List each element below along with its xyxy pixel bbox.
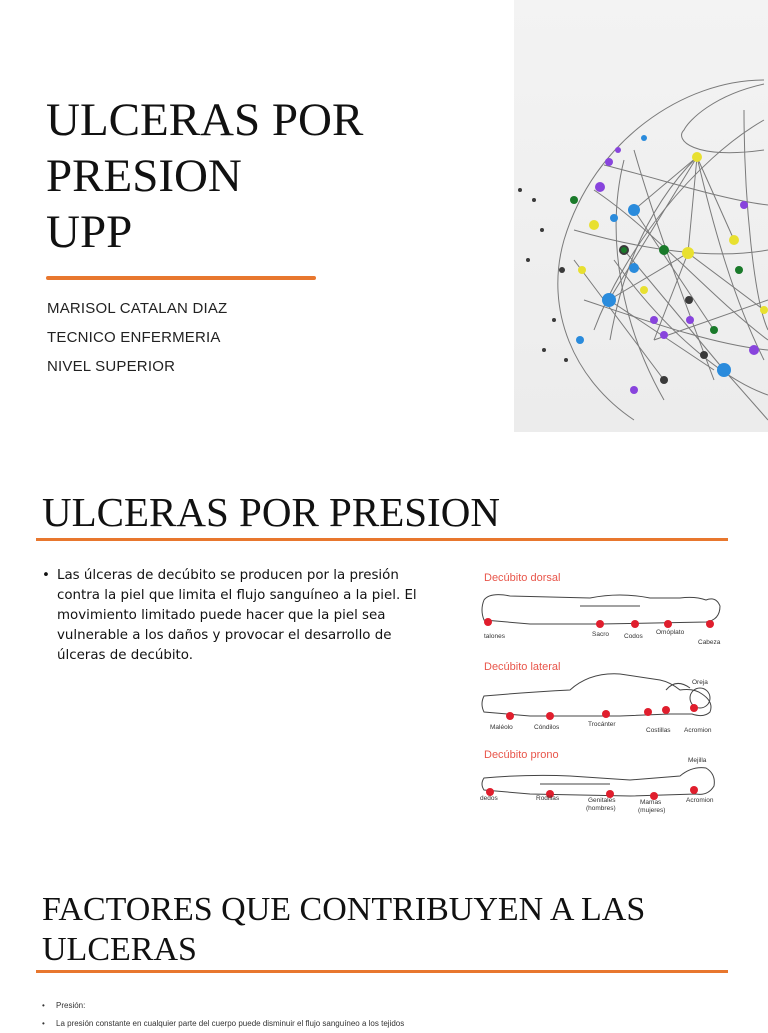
point-label: Genitales: [588, 797, 616, 804]
network-node: [559, 267, 565, 273]
bullet-list: [42, 566, 434, 666]
pressure-marker: [631, 620, 639, 628]
network-node: [650, 316, 658, 324]
author-role: TECNICO ENFERMERIA: [47, 329, 221, 346]
prone-figure: [482, 768, 714, 796]
network-node: [630, 386, 638, 394]
slide-heading: FACTORES QUE CONTRIBUYEN A LAS ULCERAS: [42, 891, 646, 968]
network-node: [540, 228, 544, 232]
point-label: Omóplato: [656, 629, 685, 636]
network-node: [610, 214, 618, 222]
network-node: [717, 363, 731, 377]
point-label: Maléolo: [490, 724, 513, 731]
title-accent-bar: [46, 276, 316, 280]
network-node: [532, 198, 536, 202]
network-node: [660, 376, 668, 384]
network-node: [570, 196, 578, 204]
network-node: [605, 158, 613, 166]
point-label: Trocánter: [588, 721, 616, 728]
bullet-item: • Presión:: [42, 997, 602, 1015]
pressure-markers: [506, 704, 698, 720]
bullet-item: • Las úlceras de decúbito se producen por la presión contra la piel que limita el flujo sanguíneo a la piel. El movimiento limitado puede hacer que la piel sea vulnerable a los daños y provocar el desarrollo de úlceras de decúbito.: [42, 566, 434, 666]
author-level: NIVEL SUPERIOR: [47, 358, 176, 375]
network-node: [578, 266, 586, 274]
title-line: ULCERAS POR: [46, 94, 364, 146]
network-globe-image: [514, 0, 768, 432]
network-node: [602, 293, 616, 307]
point-label: (mujeres): [638, 807, 666, 814]
network-node: [749, 345, 759, 355]
network-node: [682, 247, 694, 259]
point-label: Acromion: [684, 727, 712, 734]
point-label: Cabeza: [698, 639, 721, 646]
network-node: [729, 235, 739, 245]
point-label: Codos: [624, 633, 643, 640]
pressure-marker: [664, 620, 672, 628]
pressure-marker: [506, 712, 514, 720]
slide-title: [46, 92, 466, 260]
network-node: [526, 258, 530, 262]
side-lying-figure: [482, 674, 711, 716]
pressure-marker: [484, 618, 492, 626]
title-line: UPP: [46, 206, 133, 258]
network-node: [710, 326, 718, 334]
pressure-marker: [546, 712, 554, 720]
pressure-marker: [690, 786, 698, 794]
pressure-marker: [644, 708, 652, 716]
network-node: [735, 266, 743, 274]
bullet-item: • La presión constante en cualquier parte del cuerpo puede disminuir el flujo sanguíneo a los tejidos: [42, 1015, 602, 1033]
network-node: [589, 220, 599, 230]
heading-underline: [36, 538, 728, 541]
network-node: [686, 316, 694, 324]
point-label: Cóndilos: [534, 724, 560, 731]
network-node: [740, 201, 748, 209]
pressure-points-diagram: [470, 562, 760, 824]
network-node: [760, 306, 768, 314]
pressure-marker: [706, 620, 714, 628]
point-label: Oreja: [692, 679, 708, 686]
pressure-marker: [602, 710, 610, 718]
pressure-marker: [662, 706, 670, 714]
network-node: [552, 318, 556, 322]
supine-figure: [482, 595, 720, 624]
network-node: [621, 247, 627, 253]
bullet-list: [42, 997, 602, 1033]
network-node: [700, 351, 708, 359]
heading-underline: [36, 970, 728, 973]
network-node: [692, 152, 702, 162]
title-slide: [0, 0, 768, 432]
point-label: (hombres): [586, 805, 616, 812]
point-label: talones: [484, 633, 505, 640]
slide-heading: ULCERAS POR PRESION: [42, 489, 500, 535]
network-node: [564, 358, 568, 362]
point-label: Acromion: [686, 797, 714, 804]
point-label: dedos: [480, 795, 498, 802]
network-node: [685, 296, 693, 304]
point-label: Costillas: [646, 727, 671, 734]
network-globe-illustration: [514, 0, 768, 432]
network-node: [640, 286, 648, 294]
network-node: [542, 348, 546, 352]
author-name: MARISOL CATALAN DIAZ: [47, 300, 228, 317]
point-label: Sacro: [592, 631, 609, 638]
point-label: Mejilla: [688, 757, 707, 764]
network-node: [595, 182, 605, 192]
subtitle-block: [47, 294, 227, 381]
diagram-heading: Decúbito dorsal: [484, 572, 561, 584]
network-node: [659, 245, 669, 255]
pressure-marker: [690, 704, 698, 712]
point-label: Mamas: [640, 799, 662, 806]
network-node: [576, 336, 584, 344]
network-node: [628, 204, 640, 216]
diagram-heading: Decúbito lateral: [484, 661, 561, 673]
network-node: [518, 188, 522, 192]
pressure-marker: [596, 620, 604, 628]
point-label: Rodillas: [536, 795, 560, 802]
network-node: [615, 147, 621, 153]
network-node: [629, 263, 639, 273]
network-node: [641, 135, 647, 141]
network-node: [660, 331, 668, 339]
diagram-heading: Decúbito prono: [484, 749, 559, 761]
title-line: PRESION: [46, 150, 242, 202]
